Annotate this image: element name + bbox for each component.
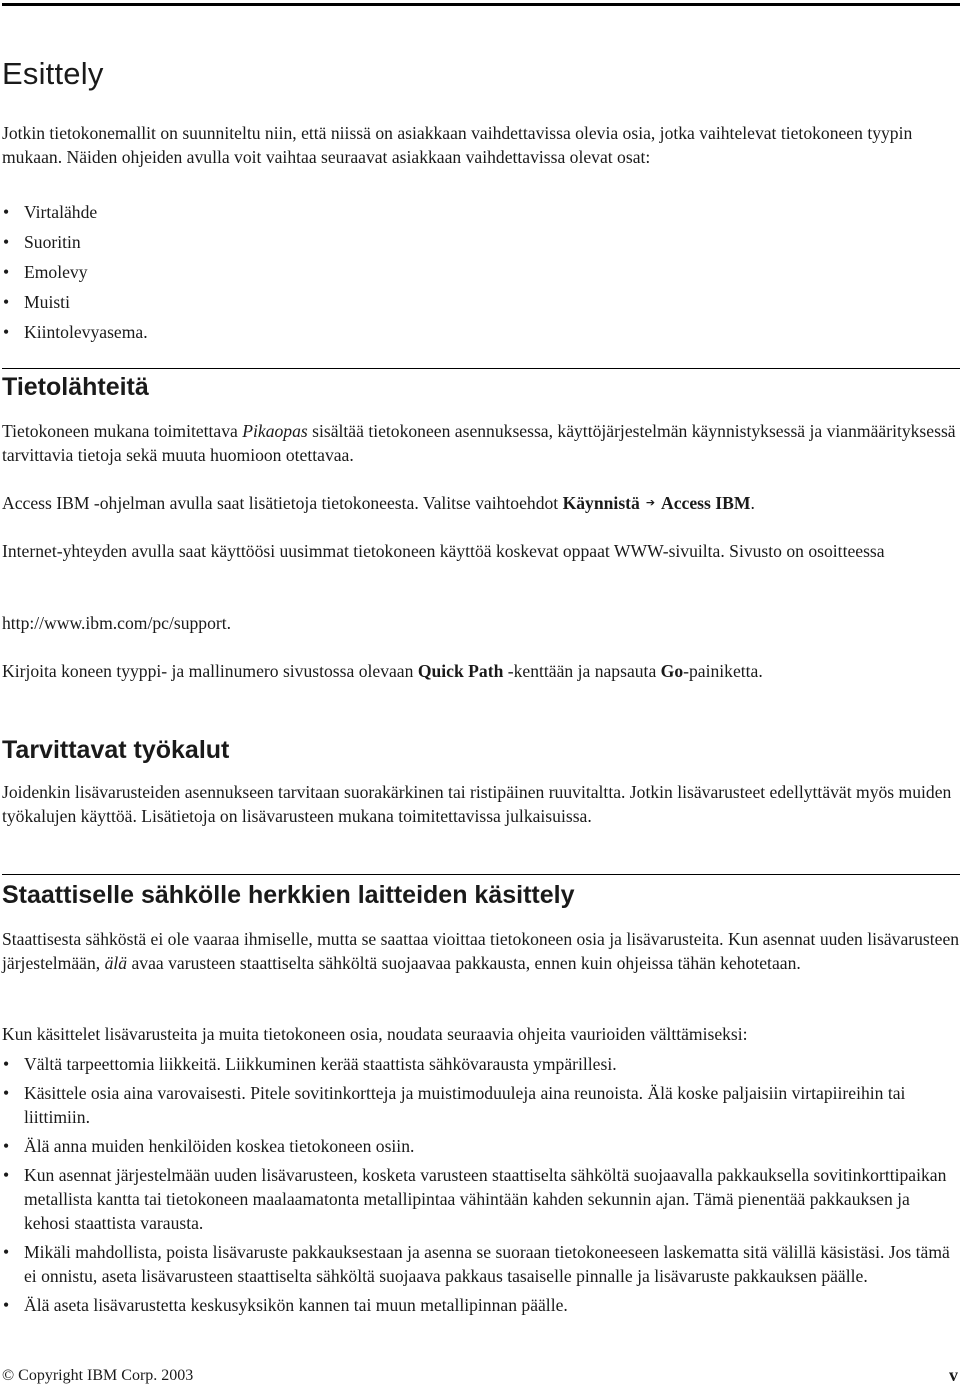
static-p1-text: Staattisesta sähköstä ei ole vaaraa ihmiselle, mutta se saattaa vioittaa tietokoneen osia ja lisävarusteita. Kun asennat uuden lisävarusteen järjestelmään, — [2, 929, 960, 973]
tools-paragraph: Joidenkin lisävarusteiden asennukseen tarvitaan suorakärkinen tai ristipäinen ruuvitaltta. Jotkin lisävarusteet edellyttävät myös muiden työkalujen käyttöä. Lisätietoja on lisävarusteen mukana toimitettavissa julkaisuissa. — [2, 782, 952, 826]
copyright-notice: © Copyright IBM Corp. 2003 — [2, 1367, 194, 1384]
section-rule — [2, 874, 960, 875]
static-paragraph-2: Kun käsittelet lisävarusteita ja muita tietokoneen osia, noudata seuraavia ohjeita vaurioiden välttämiseksi: — [2, 1024, 748, 1044]
list-item: • Emolevy — [2, 260, 960, 290]
list-item: • Muisti — [2, 290, 960, 320]
list-item: • Suoritin — [2, 230, 960, 260]
page-number: v — [949, 1365, 958, 1385]
quick-path-label: Quick Path — [417, 661, 504, 681]
static-p1-italic: älä — [104, 953, 128, 973]
info-paragraph-3: Internet-yhteyden avulla saat käyttöösi uusimmat tietokoneen käyttöä koskevat oppaat WWW-sivuilta. Sivusto on osoitteessa — [2, 541, 885, 561]
list-item: • Käsittele osia aina varovaisesti. Pitele sovitinkortteja ja muistimoduuleja aina reunoista. Älä koske paljaisiin virtapiireihin tai liittimiin. — [2, 1081, 960, 1129]
list-item: • Älä aseta lisävarustetta keskusyksikön kannen tai muun metallipinnan päälle. — [2, 1293, 960, 1317]
info-p4-text-mid: -kenttään ja napsauta — [503, 661, 661, 681]
support-url[interactable]: http://www.ibm.com/pc/support. — [2, 613, 232, 633]
static-guidelines-list — [2, 1052, 960, 1322]
info-p4-text-end: -painiketta. — [683, 661, 763, 681]
list-item: • Mikäli mahdollista, poista lisävaruste pakkauksestaan ja asenna se suoraan tietokoneeseen laskematta sitä välillä käsistäsi. Jos tämä ei onnistu, aseta lisävarusteen staattiselta sähköltä suojaava pakkaus tasaiselle pinnalle ja lisävaruste pakkauksen päälle. — [2, 1240, 960, 1288]
static-p1-text-end: avaa varusteen staattiselta sähköltä suojaavaa pakkausta, ennen kuin ohjeissa tähän kehotetaan. — [127, 953, 801, 973]
info-p1-text-end: sisältää tietokoneen asennuksessa, käyttöjärjestelmän käynnistyksessä ja vianmäärityksessä tarvittavia tietoja sekä muuta huomioon otettavaa. — [2, 421, 956, 465]
info-p2-text: Access IBM -ohjelman avulla saat lisätietoja tietokoneesta. Valitse vaihtoehdot — [2, 493, 563, 513]
top-rule — [2, 3, 960, 6]
info-paragraph-2 — [2, 491, 960, 515]
info-paragraph-4 — [2, 659, 960, 683]
info-paragraph-1 — [2, 419, 960, 467]
menu-access-ibm-label: Access IBM — [661, 493, 751, 513]
chapter-title: Esittely — [2, 56, 104, 91]
info-p1-text: Tietokoneen mukana toimitettava — [2, 421, 243, 441]
section-title-info: Tietolähteitä — [2, 373, 149, 401]
list-item: • Vältä tarpeettomia liikkeitä. Liikkuminen kerää staattista sähkövarausta ympärillesi. — [2, 1052, 960, 1076]
list-item: • Älä anna muiden henkilöiden koskea tietokoneen osiin. — [2, 1134, 960, 1158]
section-rule — [2, 368, 960, 369]
intro-parts-list — [2, 200, 960, 350]
list-item: • Kun asennat järjestelmään uuden lisävarusteen, kosketa varusteen staattiselta sähköltä suojaavalla pakkauksella sovitinkorttipaikan metallista kantta tai tietokoneen maalaamatonta metallipintaa vähintään kahden sekunnin ajan. Tämä pienentää pakkauksen ja kehosi staattista varausta. — [2, 1163, 960, 1235]
info-p2-period: . — [750, 493, 755, 513]
menu-start-label: Käynnistä — [562, 493, 640, 513]
list-item: • Virtalähde — [2, 200, 960, 230]
intro-paragraph: Jotkin tietokonemallit on suunniteltu niin, että niissä on asiakkaan vaihdettavissa olevia osia, jotka vaihtelevat tietokoneen tyypin mukaan. Näiden ohjeiden avulla voit vaihtaa seuraavat asiakkaan vaihdettavissa olevat osat: — [2, 123, 913, 167]
section-title-tools: Tarvittavat työkalut — [2, 736, 230, 764]
go-button-label: Go — [660, 661, 684, 681]
arrow-right-icon: ➔ — [645, 496, 656, 509]
section-title-static: Staattiselle sähkölle herkkien laitteiden käsittely — [2, 881, 575, 909]
info-p4-text: Kirjoita koneen tyyppi- ja mallinumero sivustossa olevaan — [2, 661, 418, 681]
static-paragraph-1 — [2, 927, 960, 975]
list-item: • Kiintolevyasema. — [2, 320, 960, 350]
info-p1-italic: Pikaopas — [242, 421, 308, 441]
